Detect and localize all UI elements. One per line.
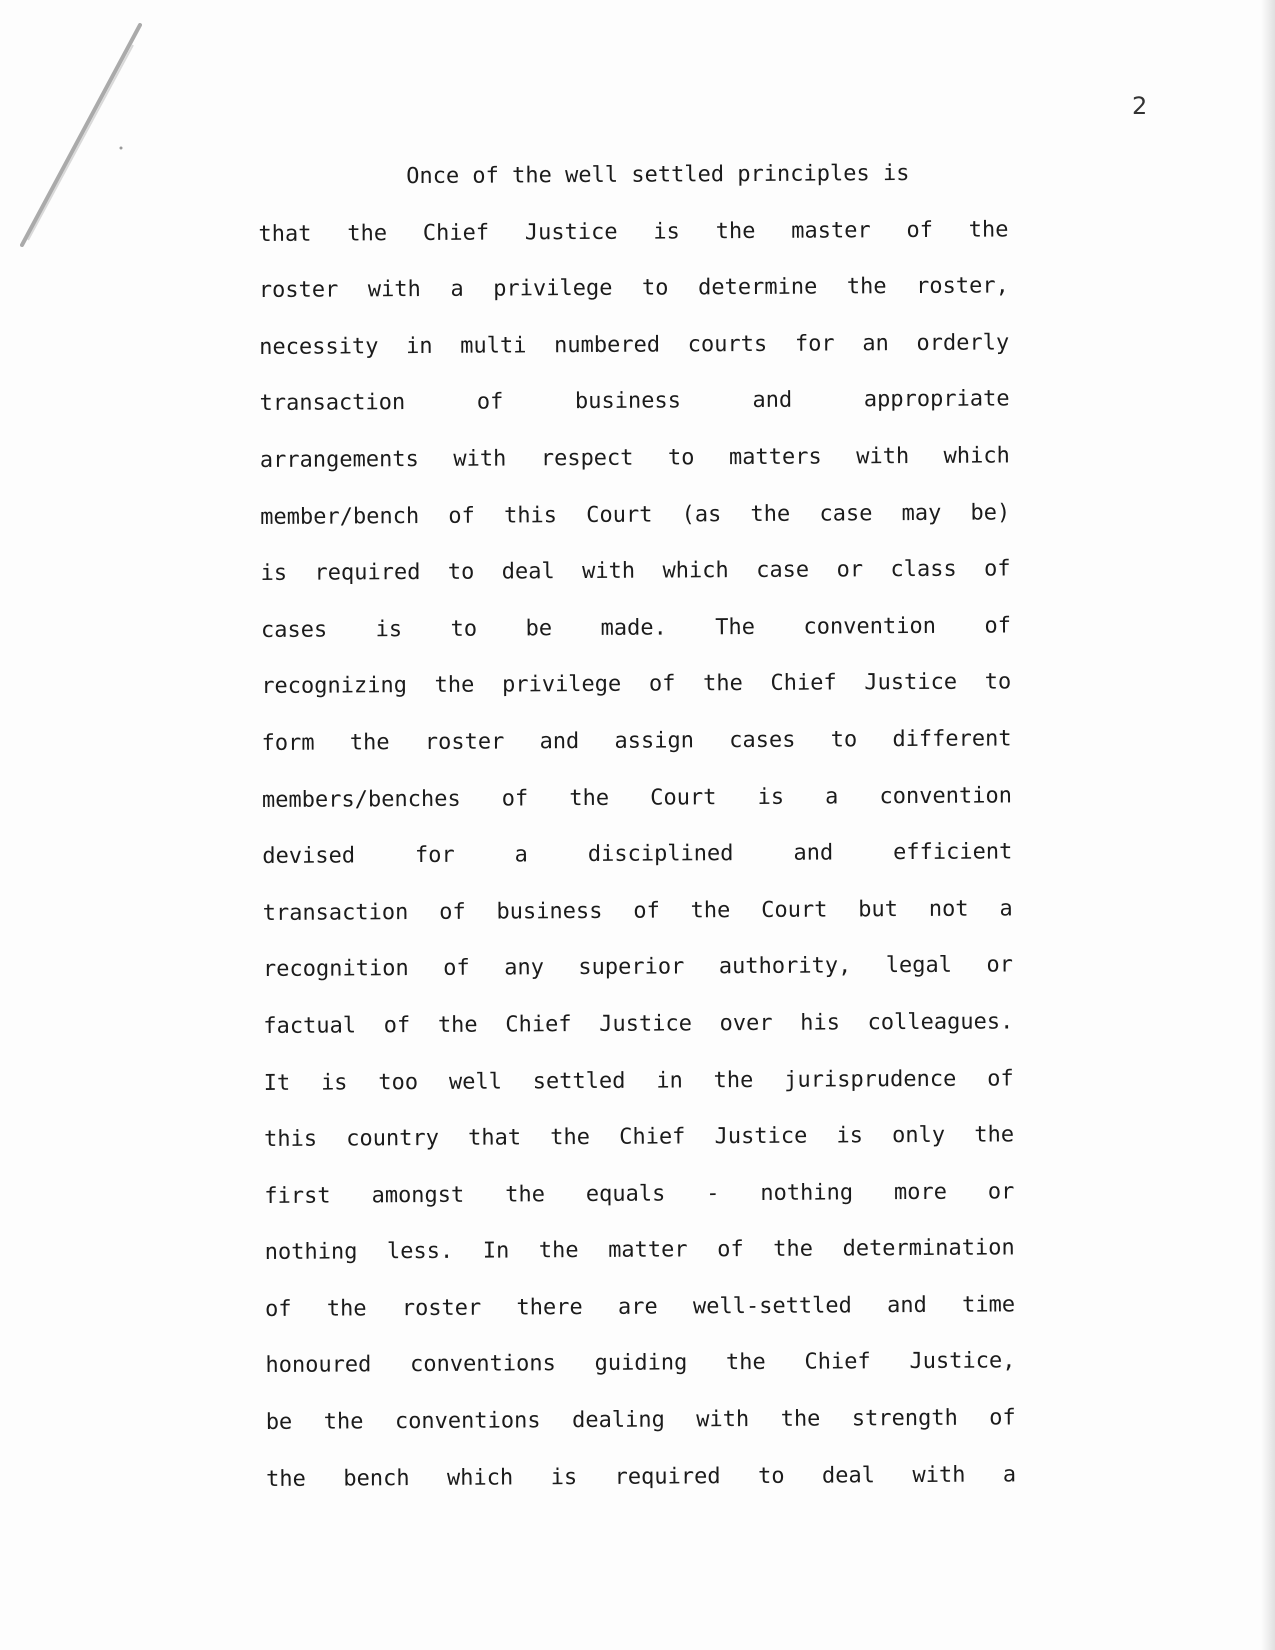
- text-line: Once of the well settled principles is: [406, 161, 910, 190]
- text-line: is required to deal with which case or class of: [260, 556, 1011, 587]
- page-number: 2: [1132, 92, 1148, 120]
- text-line: of the roster there are well-settled and time: [265, 1292, 1016, 1322]
- text-line: It is too well settled in the jurisprudence of: [263, 1065, 1014, 1096]
- text-line: that the Chief Justice is the master of the: [258, 217, 1009, 247]
- text-line: members/benches of the Court is a convention: [261, 782, 1013, 813]
- text-line: roster with a privilege to determine the roster,: [258, 273, 1009, 304]
- text-line: this country that the Chief Justice is only the: [263, 1122, 1015, 1153]
- text-line: member/bench of this Court (as the case may be): [260, 499, 1011, 530]
- text-line: transaction of business and appropriate: [259, 386, 1010, 417]
- text-line: recognition of any superior authority, legal or: [262, 952, 1014, 983]
- scan-edge-shadow: [1261, 0, 1275, 1650]
- text-line: form the roster and assign cases to different: [261, 726, 1012, 756]
- text-line: nothing less. In the matter of the determination: [264, 1235, 1015, 1266]
- scan-mark: [0, 0, 170, 280]
- text-line: transaction of business of the Court but not a: [262, 896, 1013, 926]
- text-line: arrangements with respect to matters with which: [259, 443, 1010, 473]
- text-line: necessity in multi numbered courts for an orderly: [259, 330, 1010, 360]
- text-line: factual of the Chief Justice over his colleagues.: [263, 1009, 1014, 1039]
- text-line: the bench which is required to deal with a: [266, 1462, 1017, 1492]
- text-line: first amongst the equals - nothing more or: [264, 1179, 1015, 1209]
- text-line: recognizing the privilege of the Chief Justice to: [261, 669, 1012, 700]
- text-line: honoured conventions guiding the Chief Justice,: [265, 1348, 1016, 1379]
- text-line: devised for a disciplined and efficient: [262, 839, 1013, 870]
- text-line: be the conventions dealing with the strength of: [265, 1405, 1016, 1436]
- body-paragraph: [258, 145, 1016, 1508]
- text-line: cases is to be made. The convention of: [260, 613, 1011, 643]
